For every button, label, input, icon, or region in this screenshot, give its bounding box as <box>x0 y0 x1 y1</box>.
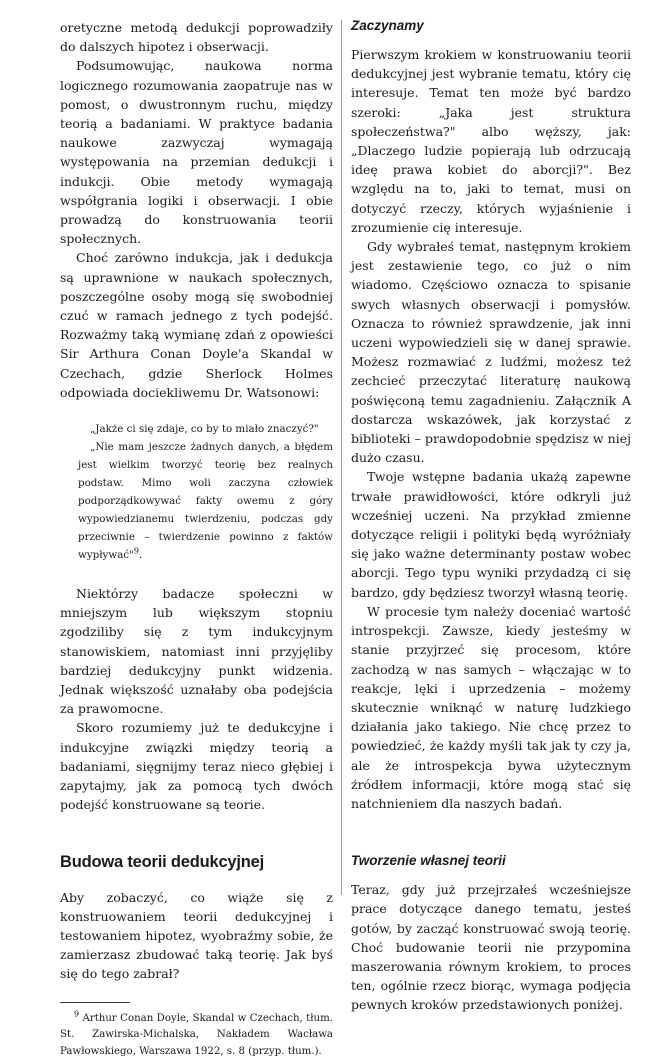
section-heading: Budowa teorii dedukcyjnej <box>60 852 265 871</box>
paragraph: Twoje wstępne badania ukażą zapewne trwałe prawidłowości, które odkryli już wcześniej uczeni. Na przykład zmienne dotyczące religii i polityki będą wyróżniały się jako ważne determinanty postaw wobec aborcji. Tego typu wyniki przydadzą ci się bardzo, gdy będziesz tworzył własną teorię. <box>351 469 631 600</box>
left-column <box>60 18 333 1060</box>
paragraph: Aby zobaczyć, co wiąże się z konstruowaniem teorii dedukcyjnej i testowaniem hipotez, wyobraźmy sobie, że zamierzasz zbudować taką teorię. Jak byś się do tego zabrał? <box>60 889 333 982</box>
subheading-tworzenie: Tworzenie własnej teorii <box>351 853 506 869</box>
footnote <box>60 1011 333 1060</box>
paragraph: Teraz, gdy już przejrzałeś wcześniejsze prace dotyczące danego tematu, jesteś gotów, by zacząć konstruować swoją teorię. Choć budowanie teorii nie przypomina maszerowania równym krokiem, to proces ten, ogólnie rzecz biorąc, wymaga podjęcia pewnych kroków przedstawionych poniżej. <box>351 882 631 1013</box>
quote-line: „Jakże ci się zdaje, co by to miało znaczyć?" <box>90 423 319 436</box>
footnote-text: Arthur Conan Doyle, Skandal w Czechach, tłum. St. Zawirska-Michalska, Nakładem Wacława Pawłowskiego, Warszawa 1922, s. 8 (przyp. tłum.). <box>60 1012 333 1057</box>
paragraph: Skoro rozumiemy już te dedukcyjne i indukcyjne związki między teorią a badaniami, sięgnijmy teraz nieco głębiej i zapytajmy, jak za pomocą tych dwóch podejść konstruowane są teorie. <box>60 720 333 813</box>
paragraph: Pierwszym krokiem w konstruowaniu teorii dedukcyjnej jest wybranie tematu, który cię interesuje. Temat ten może być bardzo szeroki: „Jaka jest struktura społeczeństwa?" albo węższy, jak: „Dlaczego ludzie popierają lub odrzucają ideę prawa kobiet do aborcji?". Bez względu na to, jaki to temat, musi on dotyczyć rzeczy, których wyjaśnienie i zrozumienie cię interesuje. <box>351 47 631 235</box>
column-divider <box>341 20 342 895</box>
paragraph: Podsumowując, naukowa norma logicznego rozumowania zaopatruje nas w pomost, o dwustronnym ruchu, między teorią a badaniami. W praktyce badania naukowe zazwyczaj wymagają występowania na przemian dedukcji i indukcji. Obie metody wymagają współgrania logiki i obserwacji. I obie prowadzą do konstruowania teorii społecznych. <box>60 58 333 247</box>
paragraph: Gdy wybrałeś temat, następnym krokiem jest zestawienie tego, co już o nim wiadomo. Częściowo oznacza to spisanie swych własnych obserwacji i pomysłów. Oznacza to również sprawdzenie, jak inni uczeni wypowiedzieli się w danej sprawie. Możesz rozmawiać z ludźmi, możesz też zechcieć przeczytać literaturę naukową poświęconą temu zagadnieniu. Załącznik A dostarcza wskazówek, jak korzystać z biblioteki – prawdopodobnie spędzisz w niej dużo czasu. <box>351 239 631 466</box>
footnote-ref: 9 <box>133 546 139 556</box>
paragraph: Choć zarówno indukcja, jak i dedukcja są uprawnione w naukach społecznych, poszczególne osoby mogą się swobodniej czuć w ramach jednego z tych podejść. Rozważmy taką wymianę zdań z opowieści Sir Arthura Conan Doyle'a Skandal w Czechach, gdzie Sherlock Holmes odpowiada dociekliwemu Dr. Watsonowi: <box>60 250 333 400</box>
paragraph: oretyczne metodą dedukcji poprowadziły do dalszych hipotez i obserwacji. <box>60 20 333 55</box>
footnote-rule <box>60 1002 130 1003</box>
paragraph: W procesie tym należy doceniać wartość introspekcji. Zawsze, kiedy jesteśmy w stanie przyjrzeć się procesom, które zachodzą w nas samych – włączając w to reakcje, lęki i uprzedzenia – możemy skutecznie wniknąć w naturę ludzkiego działania jako takiego. Nie chcę przez to powiedzieć, że każdy myśli tak jak ty czy ja, ale że introspekcja bywa użytecznym źródłem informacji, które mogą stać się natchnieniem dla naszych badań. <box>351 603 631 811</box>
paragraph: Niektórzy badacze społeczni w mniejszym lub większym stopniu zgodziliby się z tym indukcyjnym stanowiskiem, natomiast inni przyjęliby bardziej dedukcyjny punkt widzenia. Jednak większość uznałaby oba podejścia za prawomocne. <box>60 586 333 717</box>
right-column <box>351 18 631 1015</box>
subheading-zaczynamy: Zaczynamy <box>351 18 424 33</box>
quote-text: „Nie mam jeszcze żadnych danych, a błędem jest wielkim tworzyć teorię bez realnych podstaw. Mimo woli zaczyna człowiek podporządkowywać fakty owemu z góry wypowiedzianemu twierdzeniu, podczas gdy przeciwnie – twierdzenie powinno z faktów wypływać" <box>78 441 333 562</box>
block-quote <box>78 420 333 564</box>
footnote-number: 9 <box>74 1009 80 1019</box>
quote-line: „Nie mam jeszcze żadnych danych, a błędem jest wielkim tworzyć teorię bez realnych podstaw. Mimo woli zaczyna człowiek podporządkowywać fakty owemu z góry wypowiedzianemu twierdzeniu, podczas gdy przeciwnie – twierdzenie powinno z faktów wypływać"$^9$. <box>78 441 333 562</box>
